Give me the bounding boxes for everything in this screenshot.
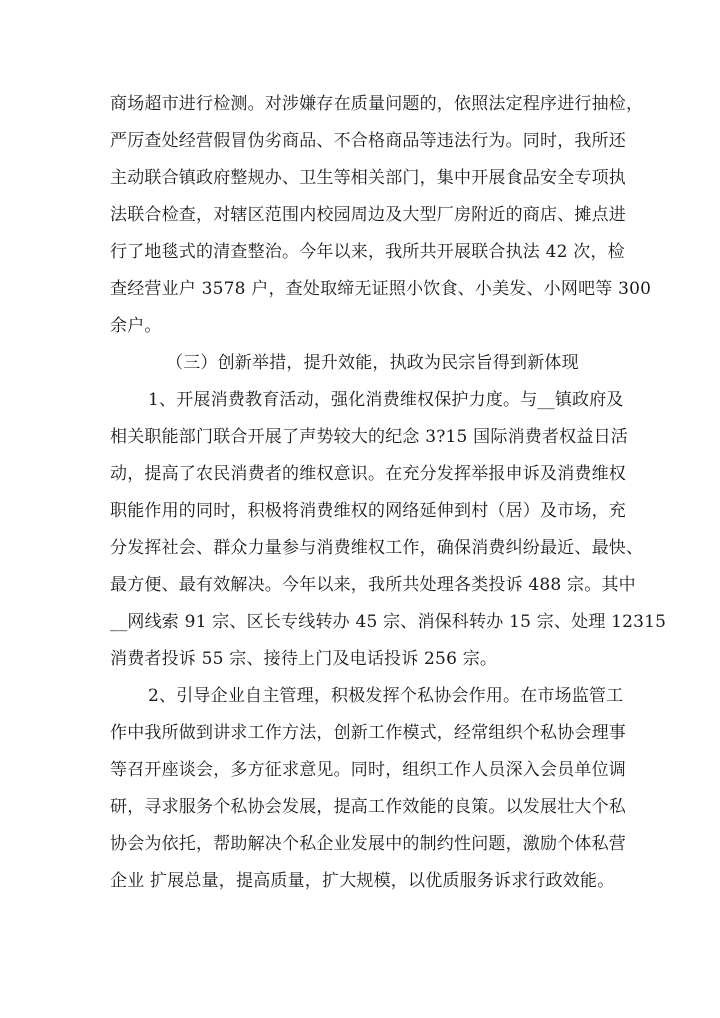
paragraph-1 [110,86,652,345]
text-line: 商场超市进行检测。对涉嫌存在质量问题的，依照法定程序进行抽检， [110,94,644,114]
text-line: 余户。 [110,316,162,336]
text-line: 最方便、最有效解决。今年以来，我所共处理各类投诉 488 宗。其中 [110,575,636,595]
text-line: 相关职能部门联合开展了声势较大的纪念 3?15 国际消费者权益日活 [110,427,628,447]
text-line: 作中我所做到讲求工作方法，创新工作模式，经常组织个私协会理事 [110,723,626,743]
text-line: 2、引导企业自主管理，积极发挥个私协会作用。在市场监管工 [148,686,624,706]
text-line: __网线索 91 宗、区长专线转办 45 宗、消保科转办 15 宗、处理 12315 [110,612,667,632]
paragraph-2 [110,382,667,678]
text-line: 分发挥社会、群众力量参与消费维权工作，确保消费纠纷最近、最快、 [110,538,644,558]
paragraph-3 [110,678,626,900]
text-line: 职能作用的同时，积极将消费维权的网络延伸到村（居）及市场，充 [110,501,626,521]
text-line: 法联合检查，对辖区范围内校园周边及大型厂房附近的商店、摊点进 [110,205,626,225]
text-line: 消费者投诉 55 宗、接待上门及电话投诉 256 宗。 [110,649,498,669]
section-heading: （三）创新举措，提升效能，执政为民宗旨得到新体现 [166,353,579,373]
text-line: 行了地毯式的清查整治。今年以来，我所共开展联合执法 42 次，检 [110,242,625,262]
text-line: 企业 扩展总量，提高质量，扩大规模，以优质服务诉求行政效能。 [110,871,615,891]
text-line: 严厉查处经营假冒伪劣商品、不合格商品等违法行为。同时，我所还 [110,131,626,151]
text-line: 1、开展消费教育活动，强化消费维权保护力度。与__镇政府及 [148,390,624,410]
text-line: 主动联合镇政府整规办、卫生等相关部门，集中开展食品安全专项执 [110,168,626,188]
text-line: 等召开座谈会，多方征求意见。同时，组织工作人员深入会员单位调 [110,760,626,780]
text-line: 动，提高了农民消费者的维权意识。在充分发挥举报申诉及消费维权 [110,464,626,484]
text-line: 研，寻求服务个私协会发展，提高工作效能的良策。以发展壮大个私 [110,797,626,817]
text-line: 查经营业户 3578 户，查处取缔无证照小饮食、小美发、小网吧等 300 [110,279,652,299]
document-page [110,86,667,900]
text-line: 协会为依托，帮助解决个私企业发展中的制约性问题，激励个体私营 [110,834,626,854]
